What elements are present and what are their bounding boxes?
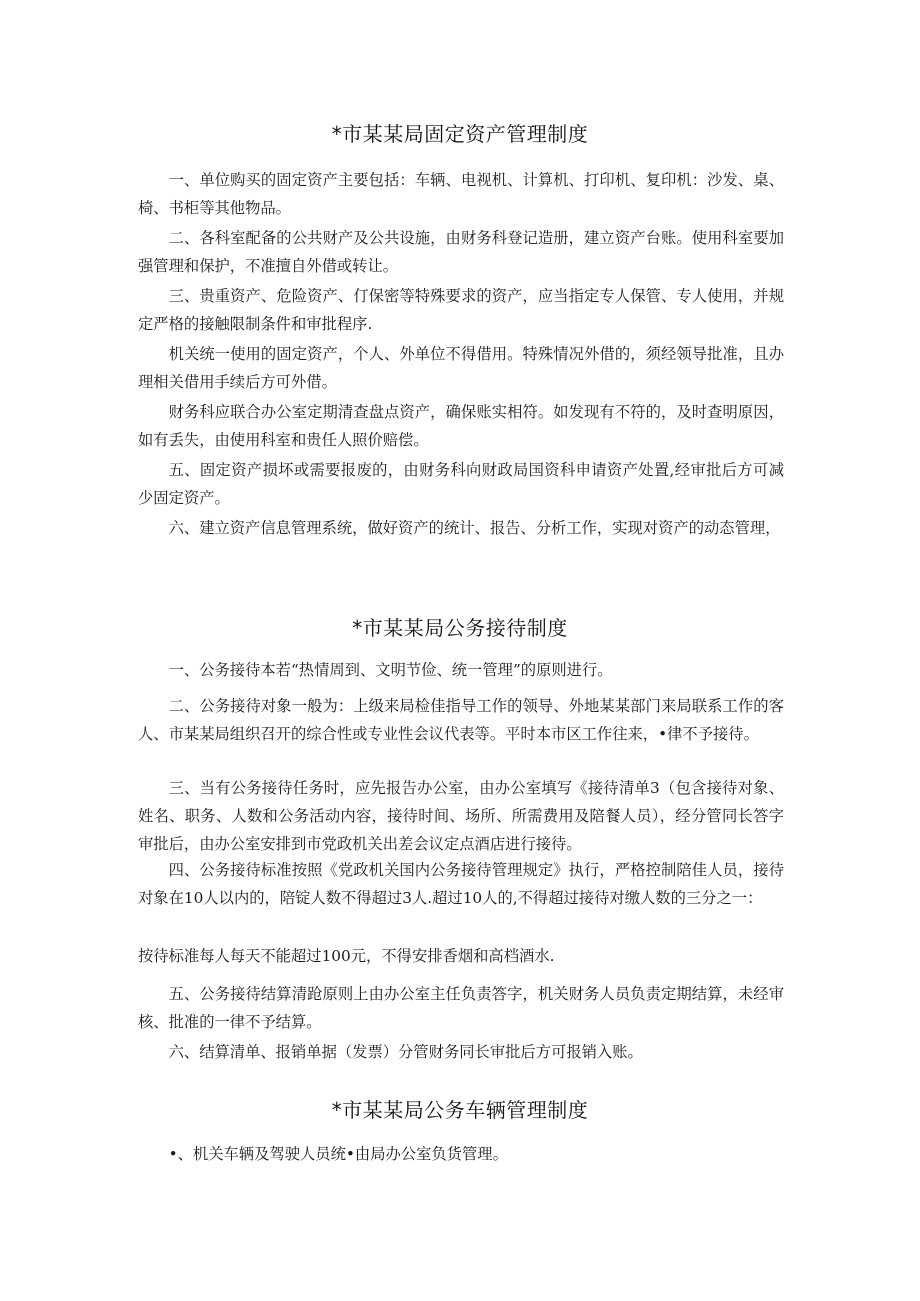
paragraph: 财务科应联合办公室定期清查盘点资产，确保账实相符。如发现有不符的，及时查明原因，如有丢失，由使用科室和贵任人照价赔偿。 [138,403,784,449]
paragraph: 三、当有公务接待任务时，应先报告办公室，由办公室填写《接待清单3（包含接待对象、姓名、职务、人数和公务活动内容，接待时间、场所、所需费用及陪餐人员），经分管同长答字审批后，由办公室安排到市党政机关出差会议定点酒店进行接待。 [138,779,784,853]
paragraph: 五、固定资产损坏或需要报废的，由财务科向财政局国资科申请资产处置,经审批后方可减少固定资产。 [138,461,784,507]
paragraph: 六、建立资产信息管理系统，做好资产的统计、报告、分析工作，实现对资产的动态管理， [168,519,781,537]
paragraph: 三、贵重资产、危险资产、仃保密等特殊要求的资产，应当指定专人保管、专人使用，并规定严格的接触限制条件和审批程序. [138,287,784,333]
section-title-fixed-assets: *市某某局固定资产管理制度 [331,122,589,146]
section-title-reception: *市某某局公务接待制度 [352,616,568,640]
paragraph: 一、单位购买的固定资产主要包括：车辆、电视机、计算机、打印机、复印机：沙发、桌、椅、书柜等其他物品。 [138,171,784,217]
paragraph: 四、公务接待标准按照《党政机关国内公务接待管理规定》执行，严格控制陪佳人员，接待对象在10人以内的，陪锭人数不得超过3人.超过10人的,不得超过接待对缴人数的三分之一： [138,861,784,907]
paragraph: 二、各科室配备的公共财产及公共设施，由财务科登记造册，建立资产台账。使用科室要加强管理和保护，不准擅自外借或转让。 [138,229,784,275]
paragraph: 按待标准每人每天不能超过100元，不得安排香烟和高档酒水. [138,947,555,965]
paragraph: •、机关车辆及驾驶人员统•由局办公室负货管理。 [168,1145,508,1163]
paragraph: 机关统一使用的固定资产，个人、外单位不得借用。特殊情况外借的，须经领导批准，且办理相关借用手续后方可外借。 [138,345,784,391]
paragraph: 五、公务接待结算清跄原则上由办公室主任负责答字，机关财务人员负责定期结算，未经审核、批准的一律不予结算。 [138,985,784,1031]
section-title-vehicles: *市某某局公务车辆管理制度 [331,1098,589,1122]
paragraph: 二、公务接待对象一般为：上级来局检佳指导工作的领导、外地某某部门来局联系工作的客人、市某某局组织召开的综合性或专业性会议代表等。平时本市区工作往来，•律不予接待。 [138,697,784,743]
paragraph: 一、公务接待本若“热情周到、文明节俭、统一管理”的原则进行。 [168,661,613,679]
paragraph: 六、结算清单、报销单据（发票）分管财务同长审批后方可报销入账。 [168,1043,643,1061]
